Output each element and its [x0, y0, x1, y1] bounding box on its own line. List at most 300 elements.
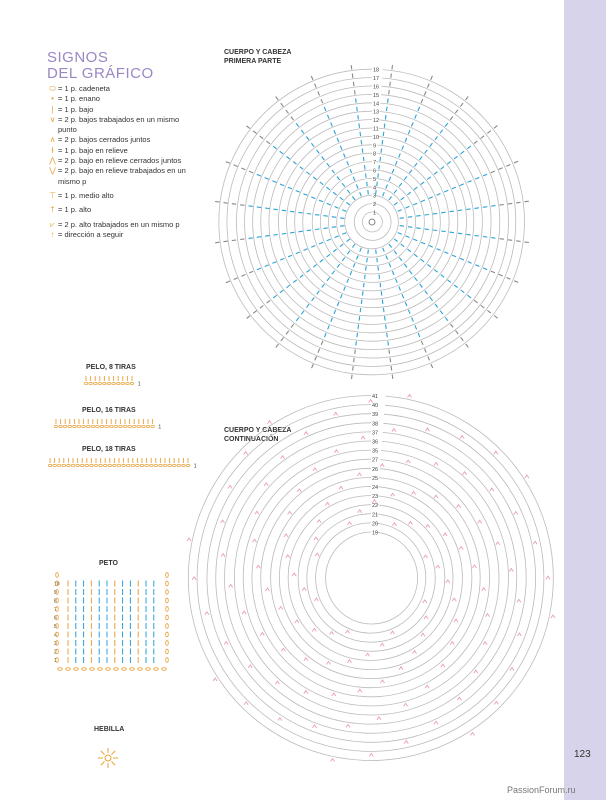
stitch-mark [356, 99, 357, 103]
half-dc-icon: ⊤ [49, 190, 56, 200]
chain-stitch [98, 382, 102, 384]
decrease-mark [391, 631, 395, 634]
stitch-mark [494, 126, 498, 129]
chain-stitch [113, 464, 117, 466]
round-ring [316, 523, 426, 633]
round-ring [225, 432, 517, 724]
peto-row-number: 6 [54, 615, 57, 622]
hebilla-stitch [112, 751, 116, 755]
stitch-mark [312, 297, 315, 301]
legend-title-line1: SIGNOS [47, 49, 109, 66]
cuerpo2-title-line2: CONTINUACIÓN [224, 436, 279, 443]
chain-stitch [168, 464, 172, 466]
round-number: 23 [372, 494, 379, 501]
stitch-mark [389, 350, 390, 354]
stitch-mark [481, 136, 485, 139]
stitch-mark [246, 126, 250, 129]
stitch-mark [390, 358, 391, 362]
decrease-mark [377, 717, 381, 720]
stitch-mark [475, 208, 479, 209]
peto-border-chain [138, 668, 143, 671]
peto-border-chain [166, 581, 169, 586]
stitch-mark [315, 84, 317, 88]
legend-item-text: = 2 p. bajo en relieve trabajados en un mismo p [58, 166, 186, 186]
decrease-mark [284, 534, 288, 537]
stitch-mark [389, 177, 391, 181]
stitch-mark [396, 279, 398, 283]
decrease-mark [423, 600, 427, 603]
legend-item-text: = 1 p. bajo [58, 104, 94, 114]
decrease-mark [347, 660, 351, 663]
stitch-mark [389, 263, 391, 267]
chain-stitch [151, 425, 155, 427]
stitch-mark [313, 265, 317, 268]
v-icon: ∨ [49, 114, 56, 124]
stitch-mark [226, 162, 230, 164]
round-number: 9 [373, 143, 377, 150]
stitch-mark [319, 242, 323, 244]
decrease-mark [314, 537, 318, 540]
stitch-mark [323, 228, 327, 229]
stitch-mark [273, 295, 277, 298]
peto-border-chain [58, 668, 63, 671]
stitch-mark [445, 317, 448, 321]
stitch-mark [320, 182, 324, 185]
chain-stitch [130, 382, 134, 384]
legend-item-text: = 2 p. alto trabajados en un mismo p [58, 219, 180, 229]
round-ring [295, 145, 449, 299]
stitch-mark [392, 65, 393, 69]
decrease-mark [510, 668, 514, 671]
decrease-mark [517, 633, 521, 636]
peto-border-chain [66, 668, 71, 671]
stitch-mark [362, 291, 363, 295]
stitch-mark [353, 177, 355, 181]
stitch-mark [257, 207, 261, 208]
decrease-mark [369, 753, 373, 756]
stitch-mark [386, 255, 388, 259]
stitch-mark [281, 103, 284, 107]
decrease-mark [256, 565, 260, 568]
hebilla-stitch [112, 762, 116, 766]
decrease-mark [358, 473, 362, 476]
decrease-mark [317, 520, 321, 523]
peto-border-chain [166, 649, 169, 654]
chain-stitch [91, 425, 95, 427]
stitch-mark [425, 215, 429, 216]
peto-border-chain [56, 649, 59, 654]
stitch-mark [427, 264, 431, 267]
stitch-mark [400, 226, 404, 227]
stitch-mark [344, 154, 346, 158]
stitch-mark [421, 242, 425, 244]
stitch-mark [383, 132, 384, 136]
stitch-mark [273, 209, 277, 210]
stitch-mark [441, 167, 444, 170]
stitch-mark [241, 168, 245, 170]
chain-stitch [142, 425, 146, 427]
stitch-mark [454, 156, 458, 159]
dc-inc-icon: ⩗ [50, 219, 55, 229]
decrease-mark [312, 628, 316, 631]
stitch-mark [318, 349, 320, 353]
round-ring [219, 69, 525, 375]
stitch-mark [416, 228, 420, 229]
stitch-mark [414, 187, 418, 190]
stitch-mark [514, 161, 518, 163]
stitch-mark [260, 306, 264, 309]
stitch-mark [266, 141, 270, 144]
decrease-mark [551, 615, 555, 618]
chain-stitch [96, 425, 100, 427]
round-number: 35 [372, 448, 379, 455]
decrease-mark [381, 680, 385, 683]
peto-border-chain [166, 615, 169, 620]
stitch-mark [421, 182, 425, 185]
stitch-mark [483, 207, 487, 208]
stitch-mark [399, 257, 402, 260]
decrease-mark [242, 611, 246, 614]
round-number: 11 [373, 126, 379, 133]
stitch-mark [347, 161, 349, 165]
legend-item-text: = dirección a seguir [58, 229, 124, 239]
stitch-mark [376, 190, 377, 194]
decrease-mark [331, 759, 335, 762]
round-ring [252, 459, 490, 697]
stitch-mark [253, 311, 257, 314]
decrease-mark [326, 662, 330, 665]
stitch-mark [447, 280, 451, 283]
decrease-mark [297, 489, 301, 492]
stitch-mark [460, 258, 464, 260]
chain-stitch [112, 382, 116, 384]
stitch-mark [331, 318, 333, 322]
round-ring [234, 441, 508, 715]
decrease-mark [482, 588, 486, 591]
round-ring [269, 120, 474, 325]
decrease-mark [339, 486, 343, 489]
stitch-mark [367, 182, 368, 186]
stitch-mark [402, 146, 404, 150]
stitch-mark [415, 277, 418, 281]
stitch-mark [361, 140, 362, 144]
legend-item-text: = 2 p. bajos trabajados en un mismo punto [58, 114, 180, 135]
stitch-mark [366, 173, 367, 177]
decrease-mark [361, 436, 365, 439]
stitch-mark [320, 259, 324, 262]
stitch-mark [425, 349, 427, 353]
stitch-mark [307, 214, 311, 215]
stitch-mark [499, 274, 503, 276]
decrease-mark [315, 553, 319, 556]
stitch-mark [430, 297, 433, 301]
peto-border-chain [56, 615, 59, 620]
stitch-mark [337, 138, 339, 142]
stitch-mark [328, 325, 330, 329]
stitch-mark [412, 122, 414, 126]
stitch-mark [491, 171, 495, 173]
stitch-mark [516, 202, 520, 203]
stitch-mark [321, 99, 323, 103]
stitch-mark [326, 187, 330, 190]
round-ring [197, 405, 544, 752]
stitch-mark [401, 244, 405, 247]
decrease-mark [473, 565, 477, 568]
decrease-mark [399, 667, 403, 670]
stitch-mark [286, 157, 290, 160]
round-number: 39 [372, 412, 379, 419]
stitch-mark [362, 148, 363, 152]
decrease-mark [494, 701, 498, 704]
stitch-mark [352, 197, 355, 201]
stitch-mark [311, 76, 313, 80]
decrease-mark [275, 681, 279, 684]
stitch-mark [402, 294, 404, 298]
decrease-mark [496, 542, 500, 545]
stitch-mark [435, 136, 438, 140]
chain-stitch [103, 464, 107, 466]
chain-stitch [67, 464, 71, 466]
round-number: 14 [373, 101, 380, 108]
round-ring [303, 153, 441, 291]
chain-stitch [122, 464, 126, 466]
decrease-mark [304, 691, 308, 694]
stitch-mark [399, 153, 401, 157]
stitch-mark [296, 191, 300, 193]
chain-stitch [62, 464, 66, 466]
stitch-mark [421, 259, 425, 262]
stitch-mark [428, 84, 430, 88]
round-number: 24 [372, 485, 379, 491]
round-ring [328, 178, 415, 265]
stitch-mark [293, 162, 297, 165]
stitch-mark [334, 130, 336, 134]
decrease-mark [457, 697, 461, 700]
stitch-mark [450, 324, 453, 327]
decrease-mark [358, 689, 362, 692]
peto-border-chain [130, 668, 135, 671]
chain-stitch [123, 425, 127, 427]
stitch-mark [311, 197, 315, 199]
stitch-mark [274, 235, 278, 236]
stitch-mark [395, 161, 397, 165]
stitch-mark [412, 318, 414, 322]
decrease-mark [425, 685, 429, 688]
stitch-mark [474, 300, 478, 303]
stitch-mark [433, 230, 437, 231]
stitch-mark [332, 217, 336, 218]
chain-stitch [93, 382, 97, 384]
stitch-mark [276, 344, 279, 348]
stitch-mark [466, 234, 470, 235]
stitch-mark [429, 245, 433, 247]
stitch-mark [241, 275, 245, 277]
decrease-mark [346, 724, 350, 727]
decrease-mark [304, 658, 308, 661]
decrease-mark [525, 475, 529, 478]
chain-stitch [86, 425, 90, 427]
stitch-mark [352, 74, 353, 78]
cuerpo1-title-line2: PRIMERA PARTE [224, 58, 282, 65]
stitch-mark [409, 170, 412, 174]
decrease-mark [229, 584, 233, 587]
stitch-mark [358, 325, 359, 329]
round-ring [288, 496, 453, 661]
stitch-mark [398, 210, 402, 212]
stitch-mark [506, 278, 510, 280]
decrease-mark [408, 521, 412, 524]
stitch-mark [340, 244, 344, 247]
stitch-mark [389, 244, 392, 248]
round-number: 7 [373, 160, 377, 167]
stitch-mark [420, 156, 423, 160]
stitch-mark [468, 181, 472, 183]
stitch-mark [327, 163, 330, 167]
round-ring [253, 103, 491, 341]
decrease-mark [255, 511, 259, 514]
peto-border-chain [166, 641, 169, 646]
stitch-mark [315, 356, 317, 360]
chain-stitch [140, 464, 144, 466]
stitch-mark [293, 280, 297, 283]
stitch-mark [377, 182, 378, 186]
chain-stitch [89, 382, 93, 384]
stitch-mark [392, 375, 393, 379]
chain-stitch [100, 425, 104, 427]
round-number: 19 [372, 530, 379, 537]
page-number: 123 [574, 749, 591, 760]
stitch-mark [240, 239, 244, 240]
stitch-mark [307, 304, 310, 308]
stitch-mark [317, 150, 320, 153]
legend-item-text: = 2 p. bajo en relieve cerrados juntos [58, 156, 182, 166]
stitch-mark [444, 252, 448, 254]
stitch-mark [215, 242, 219, 243]
round-number: 38 [372, 421, 379, 428]
caret-icon: ∧ [49, 135, 56, 145]
peto-border-chain [56, 607, 59, 612]
stitch-mark [282, 233, 286, 234]
stitch-mark [409, 271, 412, 275]
chain-stitch [159, 464, 163, 466]
peto-border-chain [56, 641, 59, 646]
decrease-mark [326, 502, 330, 505]
stitch-mark [380, 283, 381, 287]
decrease-mark [288, 511, 292, 514]
decrease-mark [509, 569, 513, 572]
round-number: 16 [373, 84, 380, 91]
stitch-mark [408, 130, 410, 134]
round-number: 37 [372, 430, 379, 437]
chain-stitch [132, 425, 136, 427]
stitch-mark [318, 91, 320, 95]
decrease-mark [266, 588, 270, 591]
stitch-mark [288, 255, 292, 257]
stitch-mark [355, 90, 356, 94]
stitch-mark [367, 258, 368, 262]
stitch-mark [224, 241, 228, 242]
stitch-mark [440, 311, 443, 315]
stitch-mark [405, 302, 407, 306]
decrease-mark [205, 612, 209, 615]
stitch-mark [342, 233, 346, 235]
decrease-mark [313, 725, 317, 728]
decrease-mark [313, 468, 317, 471]
cuerpo2-title-line1: CUERPO Y CABEZA [224, 427, 292, 434]
stitch-mark [445, 123, 448, 127]
decrease-mark [391, 493, 395, 496]
decrease-mark [286, 555, 290, 558]
stitch-mark [382, 140, 383, 144]
stitch-mark [386, 325, 387, 329]
stitch-mark [315, 229, 319, 230]
chain-stitch [85, 464, 89, 466]
round-number: 6 [373, 168, 377, 175]
peto-border-chain [162, 668, 167, 671]
stitch-mark [408, 217, 412, 218]
stitch-mark [388, 341, 389, 345]
stitch-mark [351, 65, 352, 69]
stitch-mark [249, 271, 253, 273]
stitch-mark [354, 358, 355, 362]
stitch-mark [334, 310, 336, 314]
decrease-mark [279, 607, 283, 610]
peto-row-number: 3 [54, 641, 57, 647]
chain-stitch [109, 425, 113, 427]
stitch-mark [352, 244, 355, 248]
round-ring [216, 423, 526, 733]
stitch-mark [416, 216, 420, 217]
stitch-mark [347, 279, 349, 283]
stitch-mark [288, 187, 292, 189]
stitch-mark [267, 300, 270, 303]
peto-border-chain [56, 632, 59, 637]
decrease-mark [460, 436, 464, 439]
round-ring [326, 532, 418, 624]
round-number: 20 [372, 521, 379, 528]
decrease-mark [221, 554, 225, 557]
stitch-mark [461, 337, 464, 341]
chain-stitch [48, 464, 52, 466]
stitch-mark [363, 157, 364, 161]
chain-stitch [82, 425, 86, 427]
stitch-mark [441, 212, 445, 213]
decrease-mark [446, 580, 450, 583]
stitch-mark [383, 192, 385, 196]
stitch-mark [286, 110, 289, 114]
round-number: 12 [373, 118, 380, 125]
decrease-mark [413, 651, 417, 654]
peto-border-chain [166, 658, 169, 663]
decrease-mark [404, 703, 408, 706]
stitch-mark [280, 151, 284, 154]
stitch-mark [421, 99, 423, 103]
chain-stitch [128, 425, 132, 427]
relief-icon: ⱡ [51, 145, 54, 155]
stitch-mark [337, 302, 339, 306]
stitch-mark [514, 281, 518, 283]
stitch-mark [394, 251, 397, 255]
decrease-mark [434, 721, 438, 724]
stitch-mark [467, 146, 471, 149]
decrease-mark [253, 539, 257, 542]
arrow-up-icon: ↑ [50, 229, 55, 239]
decrease-mark [224, 642, 228, 645]
stitch-mark [353, 263, 355, 267]
stitch-mark [340, 218, 344, 219]
peto-row-number: 1 [54, 658, 57, 664]
stitch-mark [389, 90, 390, 94]
